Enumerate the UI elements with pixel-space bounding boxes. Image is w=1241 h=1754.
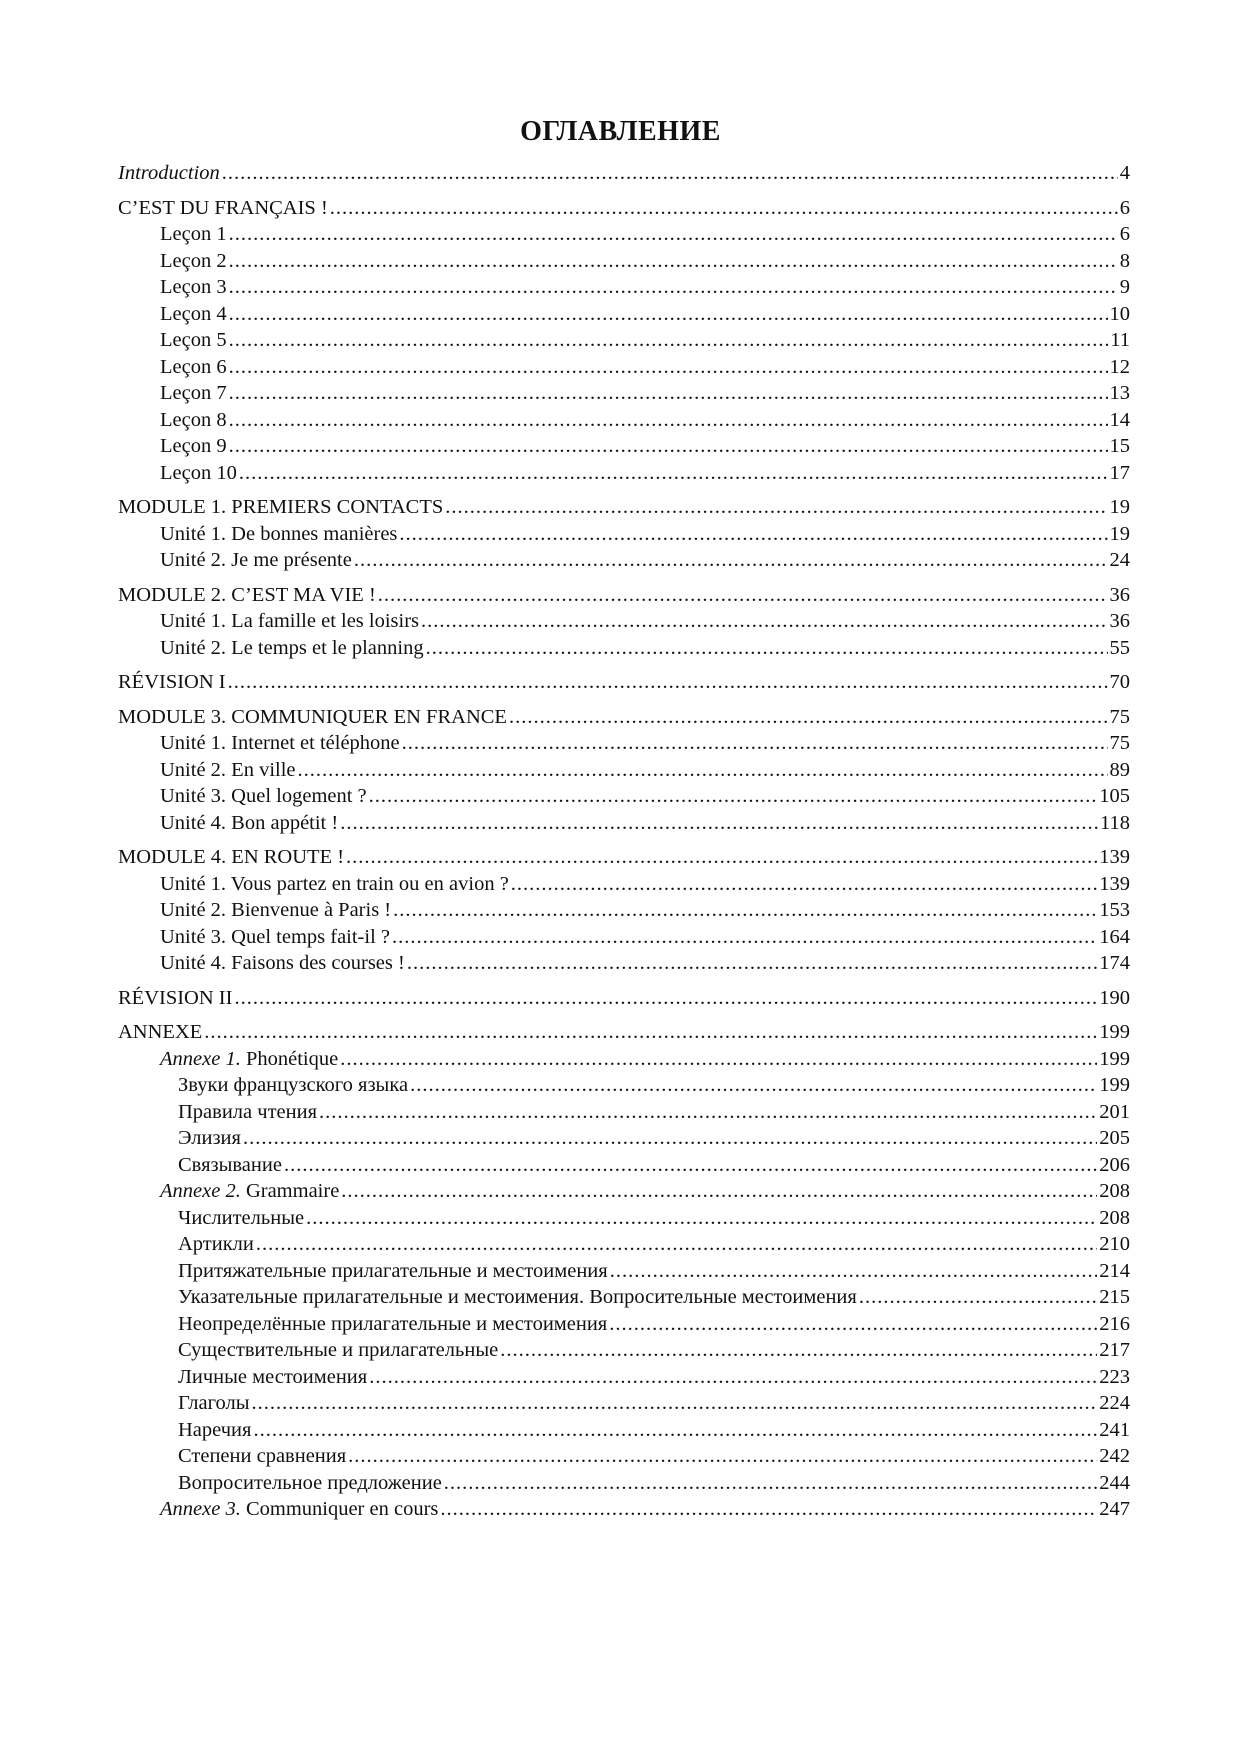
dot-leader: [511, 871, 1097, 898]
toc-entry[interactable]: [118, 407, 1130, 434]
toc-entry-title: [160, 635, 424, 662]
toc-entry[interactable]: [118, 160, 1130, 187]
toc-entry[interactable]: [118, 608, 1130, 635]
toc-page-number: 244: [1099, 1471, 1130, 1494]
toc-entry-label: Наречия: [178, 1418, 252, 1441]
toc-page-number: 223: [1099, 1365, 1130, 1388]
dot-leader: [444, 1470, 1097, 1497]
toc-page-number: 17: [1109, 461, 1130, 484]
dot-leader: [341, 1178, 1097, 1205]
toc-entry[interactable]: [118, 547, 1130, 574]
toc-page-number: 89: [1109, 758, 1130, 781]
dot-leader: [378, 582, 1108, 609]
toc-entry-title: [160, 460, 237, 487]
toc-entry[interactable]: [118, 1284, 1130, 1311]
toc-entry[interactable]: [118, 195, 1130, 222]
toc-entry-title: [160, 354, 227, 381]
toc-page-number: 36: [1109, 583, 1130, 606]
toc-page-number: 208: [1099, 1180, 1130, 1202]
dot-leader: [252, 1390, 1098, 1417]
toc-entry-title: [160, 1178, 339, 1205]
toc-entry-title: [160, 433, 227, 460]
dot-leader: [204, 1019, 1097, 1046]
toc-entry[interactable]: [118, 433, 1130, 460]
toc-entry-label: Leçon 1: [160, 223, 227, 245]
toc-page-number: 206: [1099, 1153, 1130, 1176]
toc-entry-title: [118, 704, 507, 731]
toc-page-number: 199: [1099, 1074, 1130, 1096]
dot-leader: [239, 460, 1108, 487]
toc-page-number: 6: [1119, 223, 1130, 245]
toc-entry-title: [178, 1417, 251, 1444]
toc-entry-title: [178, 1231, 254, 1258]
toc-entry-label: Unité 4. Bon appétit !: [160, 811, 339, 834]
toc-entry-title: [160, 274, 227, 301]
toc-entry-label: Leçon 3: [160, 276, 227, 298]
toc-page-number: 24: [1109, 549, 1130, 571]
toc-entry-label: Элизия: [178, 1127, 241, 1149]
dot-leader: [330, 195, 1118, 222]
dot-leader: [509, 704, 1108, 731]
dot-leader: [229, 433, 1108, 460]
toc-page-number: 4: [1119, 162, 1130, 184]
toc-entry-title: [160, 248, 227, 275]
toc-entry-title: [178, 1470, 442, 1497]
dot-leader: [393, 897, 1097, 924]
dot-leader: [421, 608, 1107, 635]
toc-entry-title: [160, 608, 419, 635]
dot-leader: [229, 274, 1118, 301]
toc-entry[interactable]: [118, 1152, 1130, 1179]
toc-page-number: 13: [1109, 382, 1130, 404]
dot-leader: [426, 635, 1108, 662]
toc-entry-title: [160, 1046, 338, 1073]
toc-entry-label: Степени сравнения: [178, 1445, 347, 1467]
toc-entry-title: [160, 1496, 438, 1523]
toc-entry[interactable]: [118, 783, 1130, 810]
toc-page-number: 105: [1099, 785, 1130, 807]
toc-entry[interactable]: [118, 494, 1130, 521]
toc-entry[interactable]: [118, 810, 1130, 837]
dot-leader: [256, 1231, 1097, 1258]
toc-page-number: 118: [1100, 811, 1130, 834]
toc-entry-label: Leçon 2: [160, 249, 227, 272]
toc-page-number: 217: [1099, 1339, 1130, 1361]
dot-leader: [609, 1311, 1097, 1338]
toc-entry-label: MODULE 4. EN ROUTE !: [118, 846, 345, 868]
dot-leader: [229, 380, 1108, 407]
dot-leader: [500, 1337, 1097, 1364]
dot-leader: [229, 354, 1108, 381]
page-title: ОГЛАВЛЕНИЕ: [520, 116, 721, 147]
toc-entry-label: Unité 1. De bonnes manières: [160, 522, 398, 545]
toc-entry[interactable]: [118, 897, 1130, 924]
dot-leader: [369, 1364, 1097, 1391]
dot-leader: [228, 669, 1108, 696]
toc-entry[interactable]: [118, 248, 1130, 275]
toc-entry-title: [160, 897, 391, 924]
dot-leader: [319, 1099, 1097, 1126]
dot-leader: [284, 1152, 1097, 1179]
toc-entry-label: Указательные прилагательные и местоимения. Вопросительные местоимения: [178, 1286, 857, 1308]
toc-page-number: 9: [1119, 276, 1130, 298]
toc-page-number: 210: [1099, 1233, 1130, 1255]
toc-page-number: 19: [1109, 522, 1130, 545]
toc-entry-title: [160, 327, 227, 354]
toc-page-number: 216: [1099, 1312, 1130, 1335]
toc-entry-italic-prefix: Annexe 3.: [160, 1498, 241, 1520]
toc-entry[interactable]: [118, 871, 1130, 898]
toc-entry[interactable]: [118, 1125, 1130, 1152]
toc-entry-title: [118, 985, 232, 1012]
toc-page-number: 205: [1099, 1127, 1130, 1149]
toc-entry-title: [160, 810, 338, 837]
toc-entry[interactable]: [118, 1496, 1130, 1523]
toc-entry-title: [178, 1125, 241, 1152]
dot-leader: [410, 1072, 1097, 1099]
toc-entry-title: [160, 407, 227, 434]
dot-leader: [340, 810, 1098, 837]
toc-entry-label: Unité 4. Faisons des courses !: [160, 952, 405, 974]
dot-leader: [306, 1205, 1097, 1232]
toc-entry[interactable]: [118, 1337, 1130, 1364]
toc-entry-title: [160, 757, 296, 784]
toc-entry[interactable]: [118, 1019, 1130, 1046]
dot-leader: [340, 1046, 1097, 1073]
toc-entry-title: [118, 582, 376, 609]
dot-leader: [392, 924, 1097, 951]
toc-entry[interactable]: [118, 582, 1130, 609]
toc-entry-title: [118, 195, 328, 222]
toc-entry-label: MODULE 3. COMMUNIQUER EN FRANCE: [118, 705, 507, 728]
toc-entry[interactable]: [118, 1417, 1130, 1444]
toc-page-number: 199: [1099, 1047, 1130, 1070]
toc-entry-title: [178, 1337, 498, 1364]
toc-page-number: 55: [1109, 636, 1130, 659]
toc-entry-label: Существительные и прилагательные: [178, 1339, 499, 1361]
dot-leader: [348, 1443, 1097, 1470]
toc-entry[interactable]: [118, 380, 1130, 407]
toc-entry-label: Leçon 8: [160, 408, 227, 431]
toc-entry-title: [160, 730, 400, 757]
toc-entry[interactable]: [118, 1099, 1130, 1126]
dot-leader: [243, 1125, 1097, 1152]
toc-entry[interactable]: [118, 730, 1130, 757]
toc-page-number: 174: [1099, 952, 1130, 974]
toc-entry-title: [160, 924, 390, 951]
toc-entry-title: [178, 1390, 250, 1417]
toc-entry[interactable]: [118, 327, 1130, 354]
dot-leader: [859, 1284, 1097, 1311]
toc-entry[interactable]: [118, 1364, 1130, 1391]
toc-entry-italic-prefix: Annexe 1.: [160, 1047, 241, 1070]
toc-entry-italic-prefix: Annexe 2.: [160, 1180, 241, 1202]
toc-entry-title: [118, 669, 226, 696]
toc-entry[interactable]: [118, 354, 1130, 381]
toc-page-number: 199: [1099, 1021, 1130, 1043]
toc-entry-label: Unité 1. Internet et téléphone: [160, 732, 400, 754]
toc-entry-label: Unité 2. En ville: [160, 758, 296, 781]
toc-entry-title: [160, 221, 227, 248]
toc-entry[interactable]: [118, 1072, 1130, 1099]
toc-entry-title: [160, 547, 352, 574]
toc-entry[interactable]: [118, 1046, 1130, 1073]
toc-entry[interactable]: [118, 950, 1130, 977]
toc-entry[interactable]: [118, 1390, 1130, 1417]
toc-entry-italic-prefix: Introduction: [118, 162, 220, 184]
dot-leader: [407, 950, 1097, 977]
toc-entry-label: Unité 2. Bienvenue à Paris !: [160, 899, 392, 921]
dot-leader: [222, 160, 1118, 187]
toc-entry[interactable]: [118, 844, 1130, 871]
dot-leader: [610, 1258, 1098, 1285]
toc-page-number: 15: [1109, 435, 1130, 457]
toc-page-number: 139: [1099, 846, 1130, 868]
toc-entry-label: Leçon 4: [160, 302, 227, 325]
toc-entry-label: Phonétique: [240, 1047, 339, 1070]
toc-page-number: 208: [1099, 1206, 1130, 1229]
toc-entry-title: [118, 844, 344, 871]
toc-entry[interactable]: [118, 669, 1130, 696]
dot-leader: [354, 547, 1108, 574]
toc-page-number: 75: [1109, 705, 1130, 728]
dot-leader: [445, 494, 1107, 521]
dot-leader: [346, 844, 1097, 871]
toc-entry-title: [160, 950, 405, 977]
toc-entry[interactable]: [118, 274, 1130, 301]
toc-entry[interactable]: [118, 757, 1130, 784]
toc-entry[interactable]: [118, 221, 1130, 248]
toc-entry-title: [160, 380, 227, 407]
toc-entry-title: [118, 160, 220, 187]
toc-entry-label: Unité 3. Quel temps fait-il ?: [160, 925, 390, 948]
toc-entry-label: Вопросительное предложение: [178, 1471, 442, 1494]
toc-page-number: 70: [1109, 671, 1130, 693]
toc-page-number: 242: [1099, 1445, 1130, 1467]
toc-page-number: 241: [1099, 1418, 1130, 1441]
toc-entry[interactable]: [118, 1205, 1130, 1232]
toc-page-number: 139: [1099, 872, 1130, 895]
toc-entry[interactable]: [118, 704, 1130, 731]
toc-page-number: 8: [1119, 249, 1130, 272]
toc-entry[interactable]: [118, 635, 1130, 662]
toc-entry-label: Unité 3. Quel logement ?: [160, 785, 367, 807]
toc-entry-label: Связывание: [178, 1153, 282, 1176]
toc-entry[interactable]: [118, 460, 1130, 487]
toc-entry-label: C’EST DU FRANÇAIS !: [118, 196, 328, 219]
toc-page-number: 215: [1099, 1286, 1130, 1308]
toc-entry-label: Личные местоимения: [178, 1365, 368, 1388]
toc-entry-title: [160, 783, 367, 810]
toc-page-number: 247: [1099, 1498, 1130, 1520]
toc-entry[interactable]: [118, 1443, 1130, 1470]
toc-entry-title: [178, 1072, 408, 1099]
toc-entry-label: Communiquer en cours: [240, 1498, 439, 1520]
dot-leader: [253, 1417, 1097, 1444]
toc-entry-title: [178, 1311, 607, 1338]
table-of-contents: [118, 160, 1130, 1523]
toc-entry-title: [178, 1152, 282, 1179]
dot-leader: [440, 1496, 1097, 1523]
toc-entry-title: [118, 1019, 202, 1046]
dot-leader: [402, 730, 1108, 757]
toc-entry-label: Неопределённые прилагательные и местоимения: [178, 1312, 608, 1335]
toc-entry-label: Leçon 6: [160, 355, 227, 378]
dot-leader: [229, 221, 1118, 248]
toc-page-number: 164: [1099, 925, 1130, 948]
toc-entry-title: [178, 1205, 304, 1232]
toc-entry-label: Unité 2. Le temps et le planning: [160, 636, 424, 659]
toc-page-number: 36: [1109, 610, 1130, 632]
toc-entry-label: ANNEXE: [118, 1021, 203, 1043]
toc-entry-label: Артикли: [178, 1233, 254, 1255]
toc-entry-label: RÉVISION I: [118, 671, 226, 693]
toc-entry-label: Притяжательные прилагательные и местоимения: [178, 1259, 608, 1282]
toc-entry[interactable]: [118, 1311, 1130, 1338]
dot-leader: [229, 327, 1109, 354]
toc-entry-title: [160, 521, 397, 548]
dot-leader: [229, 301, 1108, 328]
toc-entry-label: Unité 2. Je me présente: [160, 549, 352, 571]
toc-entry-title: [160, 871, 509, 898]
toc-entry[interactable]: [118, 1258, 1130, 1285]
toc-entry-label: Глаголы: [178, 1392, 250, 1414]
toc-page-number: 6: [1119, 196, 1130, 219]
dot-leader: [234, 985, 1097, 1012]
toc-page-number: 190: [1099, 986, 1130, 1009]
toc-entry-label: Leçon 5: [160, 329, 227, 351]
toc-entry-title: [118, 494, 443, 521]
toc-entry[interactable]: [118, 985, 1130, 1012]
toc-page-number: 214: [1099, 1259, 1130, 1282]
toc-entry[interactable]: [118, 521, 1130, 548]
toc-page-number: 19: [1109, 496, 1130, 518]
toc-entry-label: Unité 1. La famille et les loisirs: [160, 610, 420, 632]
toc-entry[interactable]: [118, 1470, 1130, 1497]
toc-entry[interactable]: [118, 924, 1130, 951]
dot-leader: [399, 521, 1107, 548]
toc-page-number: 12: [1109, 355, 1130, 378]
toc-entry-title: [160, 301, 227, 328]
toc-entry-title: [178, 1284, 857, 1311]
toc-entry-label: Правила чтения: [178, 1100, 317, 1123]
toc-entry-label: Числительные: [178, 1206, 305, 1229]
toc-entry-label: Звуки французского языка: [178, 1074, 409, 1096]
toc-page-number: 153: [1099, 899, 1130, 921]
toc-entry-title: [178, 1258, 608, 1285]
toc-entry[interactable]: [118, 301, 1130, 328]
toc-entry-label: RÉVISION II: [118, 986, 233, 1009]
toc-entry-label: Grammaire: [240, 1180, 340, 1202]
dot-leader: [298, 757, 1108, 784]
toc-entry-label: Leçon 9: [160, 435, 227, 457]
toc-entry-label: MODULE 2. C’EST MA VIE !: [118, 583, 376, 606]
dot-leader: [369, 783, 1098, 810]
toc-entry-label: Leçon 7: [160, 382, 227, 404]
toc-page-number: 11: [1110, 329, 1130, 351]
toc-entry[interactable]: [118, 1178, 1130, 1205]
toc-page-number: 201: [1099, 1100, 1130, 1123]
toc-page-number: 224: [1099, 1392, 1130, 1414]
toc-page-number: 75: [1109, 732, 1130, 754]
toc-entry-label: Leçon 10: [160, 461, 237, 484]
toc-entry-title: [178, 1099, 317, 1126]
toc-page-number: 14: [1109, 408, 1130, 431]
dot-leader: [229, 248, 1118, 275]
toc-entry-label: MODULE 1. PREMIERS CONTACTS: [118, 496, 444, 518]
toc-entry-title: [178, 1443, 346, 1470]
toc-entry[interactable]: [118, 1231, 1130, 1258]
toc-page-number: 10: [1109, 302, 1130, 325]
toc-entry-title: [178, 1364, 367, 1391]
dot-leader: [229, 407, 1108, 434]
toc-entry-label: Unité 1. Vous partez en train ou en avion ?: [160, 872, 509, 895]
